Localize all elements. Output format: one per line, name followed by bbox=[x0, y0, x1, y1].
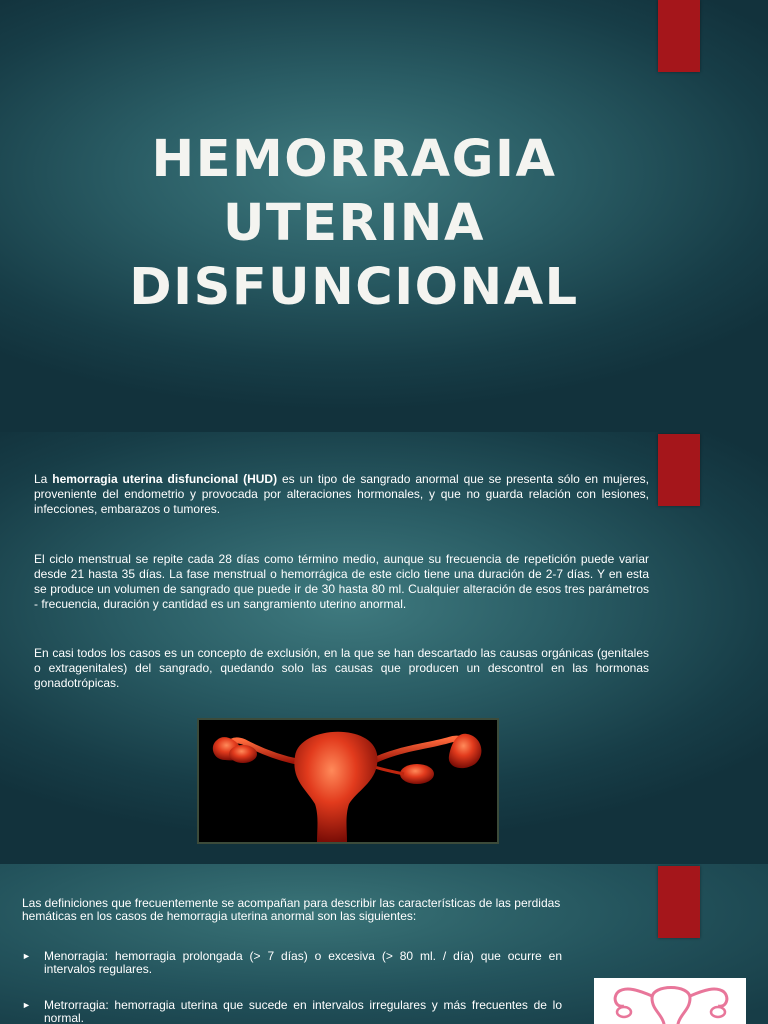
paragraph-prefix: La bbox=[34, 472, 53, 486]
uterus-outline-icon bbox=[594, 978, 746, 1024]
list-item bbox=[22, 999, 562, 1024]
list-item-text: Metrorragia: hemorragia uterina que sucede en intervalos irregulares y más frecuentes de lo normal. bbox=[44, 998, 562, 1024]
paragraph-exclusion: En casi todos los casos es un concepto de exclusión, en la que se han descartado las causas orgánicas (genitales o extragenitales) del sangrado, quedando solo las causas que producen un descontrol en las hormonas gonadotrópicas. bbox=[34, 646, 649, 690]
slide-title bbox=[0, 0, 768, 432]
bullet-arrow-icon: ► bbox=[22, 1000, 31, 1010]
definitions-intro: Las definiciones que frecuentemente se acompañan para describir las características de las perdidas hemáticas en los casos de hemorragia uterina anormal son las siguientes: bbox=[22, 896, 561, 923]
slide-definition bbox=[0, 432, 768, 864]
red-accent-tab bbox=[658, 434, 700, 506]
title-line-3: DISFUNCIONAL bbox=[129, 258, 579, 317]
red-accent-tab bbox=[658, 0, 700, 72]
uterus-illustration bbox=[199, 720, 497, 842]
definitions-list bbox=[22, 950, 562, 1024]
red-accent-tab bbox=[658, 866, 700, 938]
list-item-text: Menorragia: hemorragia prolongada (> 7 días) o excesiva (> 80 ml. / día) que ocurre en intervalos regulares. bbox=[44, 949, 562, 976]
paragraph-bold-term: hemorragia uterina disfuncional (HUD) bbox=[52, 472, 278, 486]
uterus-diagram-image bbox=[594, 978, 746, 1024]
page-title bbox=[60, 128, 648, 320]
uterus-image bbox=[197, 718, 499, 844]
paragraph-rest: es un tipo de sangrado anormal que se presenta sólo en mujeres, proveniente del endometrio y provocada por alteraciones hormonales, y que no guarda relación con lesiones, infecciones, embarazos o tumores. bbox=[34, 472, 650, 516]
paragraph-menstrual-cycle: El ciclo menstrual se repite cada 28 días como término medio, aunque su frecuencia de repetición puede variar desde 21 hasta 35 días. La fase menstrual o hemorrágica de este ciclo tiene una duración de 2-7 días. Y en esta se produce un volumen de sangrado que puede ir de 30 hasta 80 ml. Cualquier alteración de esos tres parámetros - frecuencia, duración y cantidad es un sangramiento uterino anormal. bbox=[34, 552, 649, 611]
list-item bbox=[22, 950, 562, 976]
title-line-1: HEMORRAGIA bbox=[151, 130, 557, 189]
bullet-arrow-icon: ► bbox=[22, 951, 31, 961]
title-line-2: UTERINA bbox=[223, 194, 485, 253]
slide-definitions-list bbox=[0, 864, 768, 1024]
paragraph-definition bbox=[34, 472, 649, 517]
